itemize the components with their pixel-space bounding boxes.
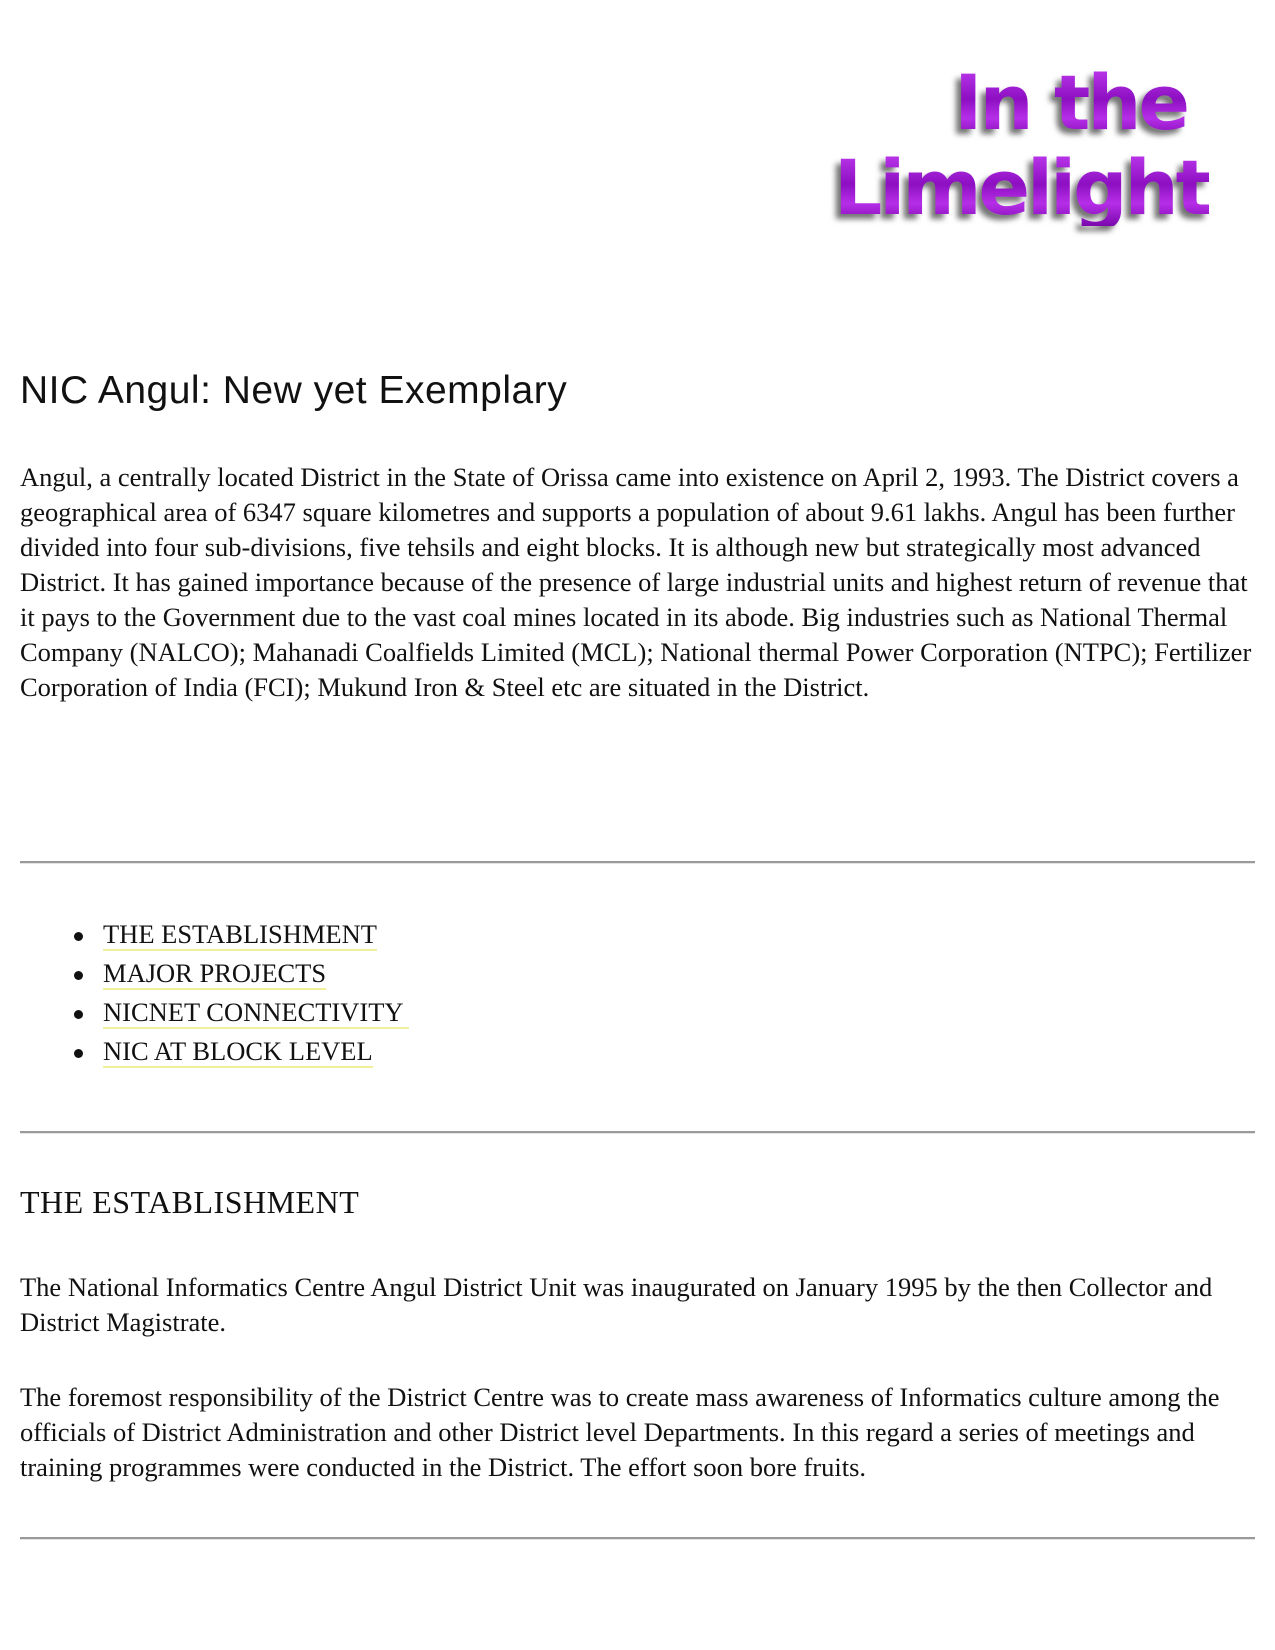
- horizontal-divider: [20, 861, 1255, 864]
- toc-item-nicnet-connectivity: [0, 993, 409, 1032]
- section-title-establishment: THE ESTABLISHMENT: [20, 1184, 360, 1220]
- establishment-paragraph-1: The National Informatics Centre Angul District Unit was inaugurated on January 1995 by the then Collector and District Magistrate.: [20, 1272, 1213, 1337]
- toc-link-major-projects[interactable]: MAJOR PROJECTS: [103, 958, 327, 988]
- toc-link-nicnet-connectivity[interactable]: NICNET CONNECTIVITY: [103, 997, 410, 1027]
- banner-line-1: In the: [954, 58, 1187, 147]
- bullet-icon: [74, 932, 83, 941]
- toc-item-establishment: [0, 915, 409, 954]
- horizontal-divider: [20, 1131, 1255, 1134]
- intro-paragraph: Angul, a centrally located District in the State of Orissa came into existence on April 2, 1993. The District covers a geographical area of 6347 square kilometres and supports a population of about 9.61 lakhs. Angul has been further divided into four sub-divisions, five tehsils and eight blocks. It is although new but strategically most advanced District. It has gained importance because of the presence of large industrial units and highest return of revenue that it pays to the Government due to the vast coal mines located in its abode. Big industries such as National Thermal Company (NALCO); Mahanadi Coalfields Limited (MCL); National thermal Power Corporation (NTPC); Fertilizer Corporation of India (FCI); Mukund Iron & Steel etc are situated in the District.: [20, 462, 1252, 702]
- page-title: NIC Angul: New yet Exemplary: [20, 369, 568, 412]
- banner-line-2: Limelight: [833, 143, 1209, 232]
- bullet-icon: [74, 1010, 83, 1019]
- horizontal-divider: [20, 1537, 1255, 1540]
- in-the-limelight-banner: [833, 55, 1215, 245]
- toc-item-nic-at-block-level: [0, 1032, 409, 1071]
- toc-link-establishment[interactable]: THE ESTABLISHMENT: [103, 919, 377, 949]
- toc-item-major-projects: [0, 954, 409, 993]
- toc-link-nic-at-block-level[interactable]: NIC AT BLOCK LEVEL: [103, 1036, 373, 1066]
- establishment-paragraph-2: The foremost responsibility of the District Centre was to create mass awareness of Informatics culture among the officials of District Administration and other District level Departments. In this regard a series of meetings and training programmes were conducted in the District. The effort soon bore fruits.: [20, 1382, 1220, 1482]
- bullet-icon: [74, 1049, 83, 1058]
- table-of-contents: [0, 915, 409, 1071]
- bullet-icon: [74, 971, 83, 980]
